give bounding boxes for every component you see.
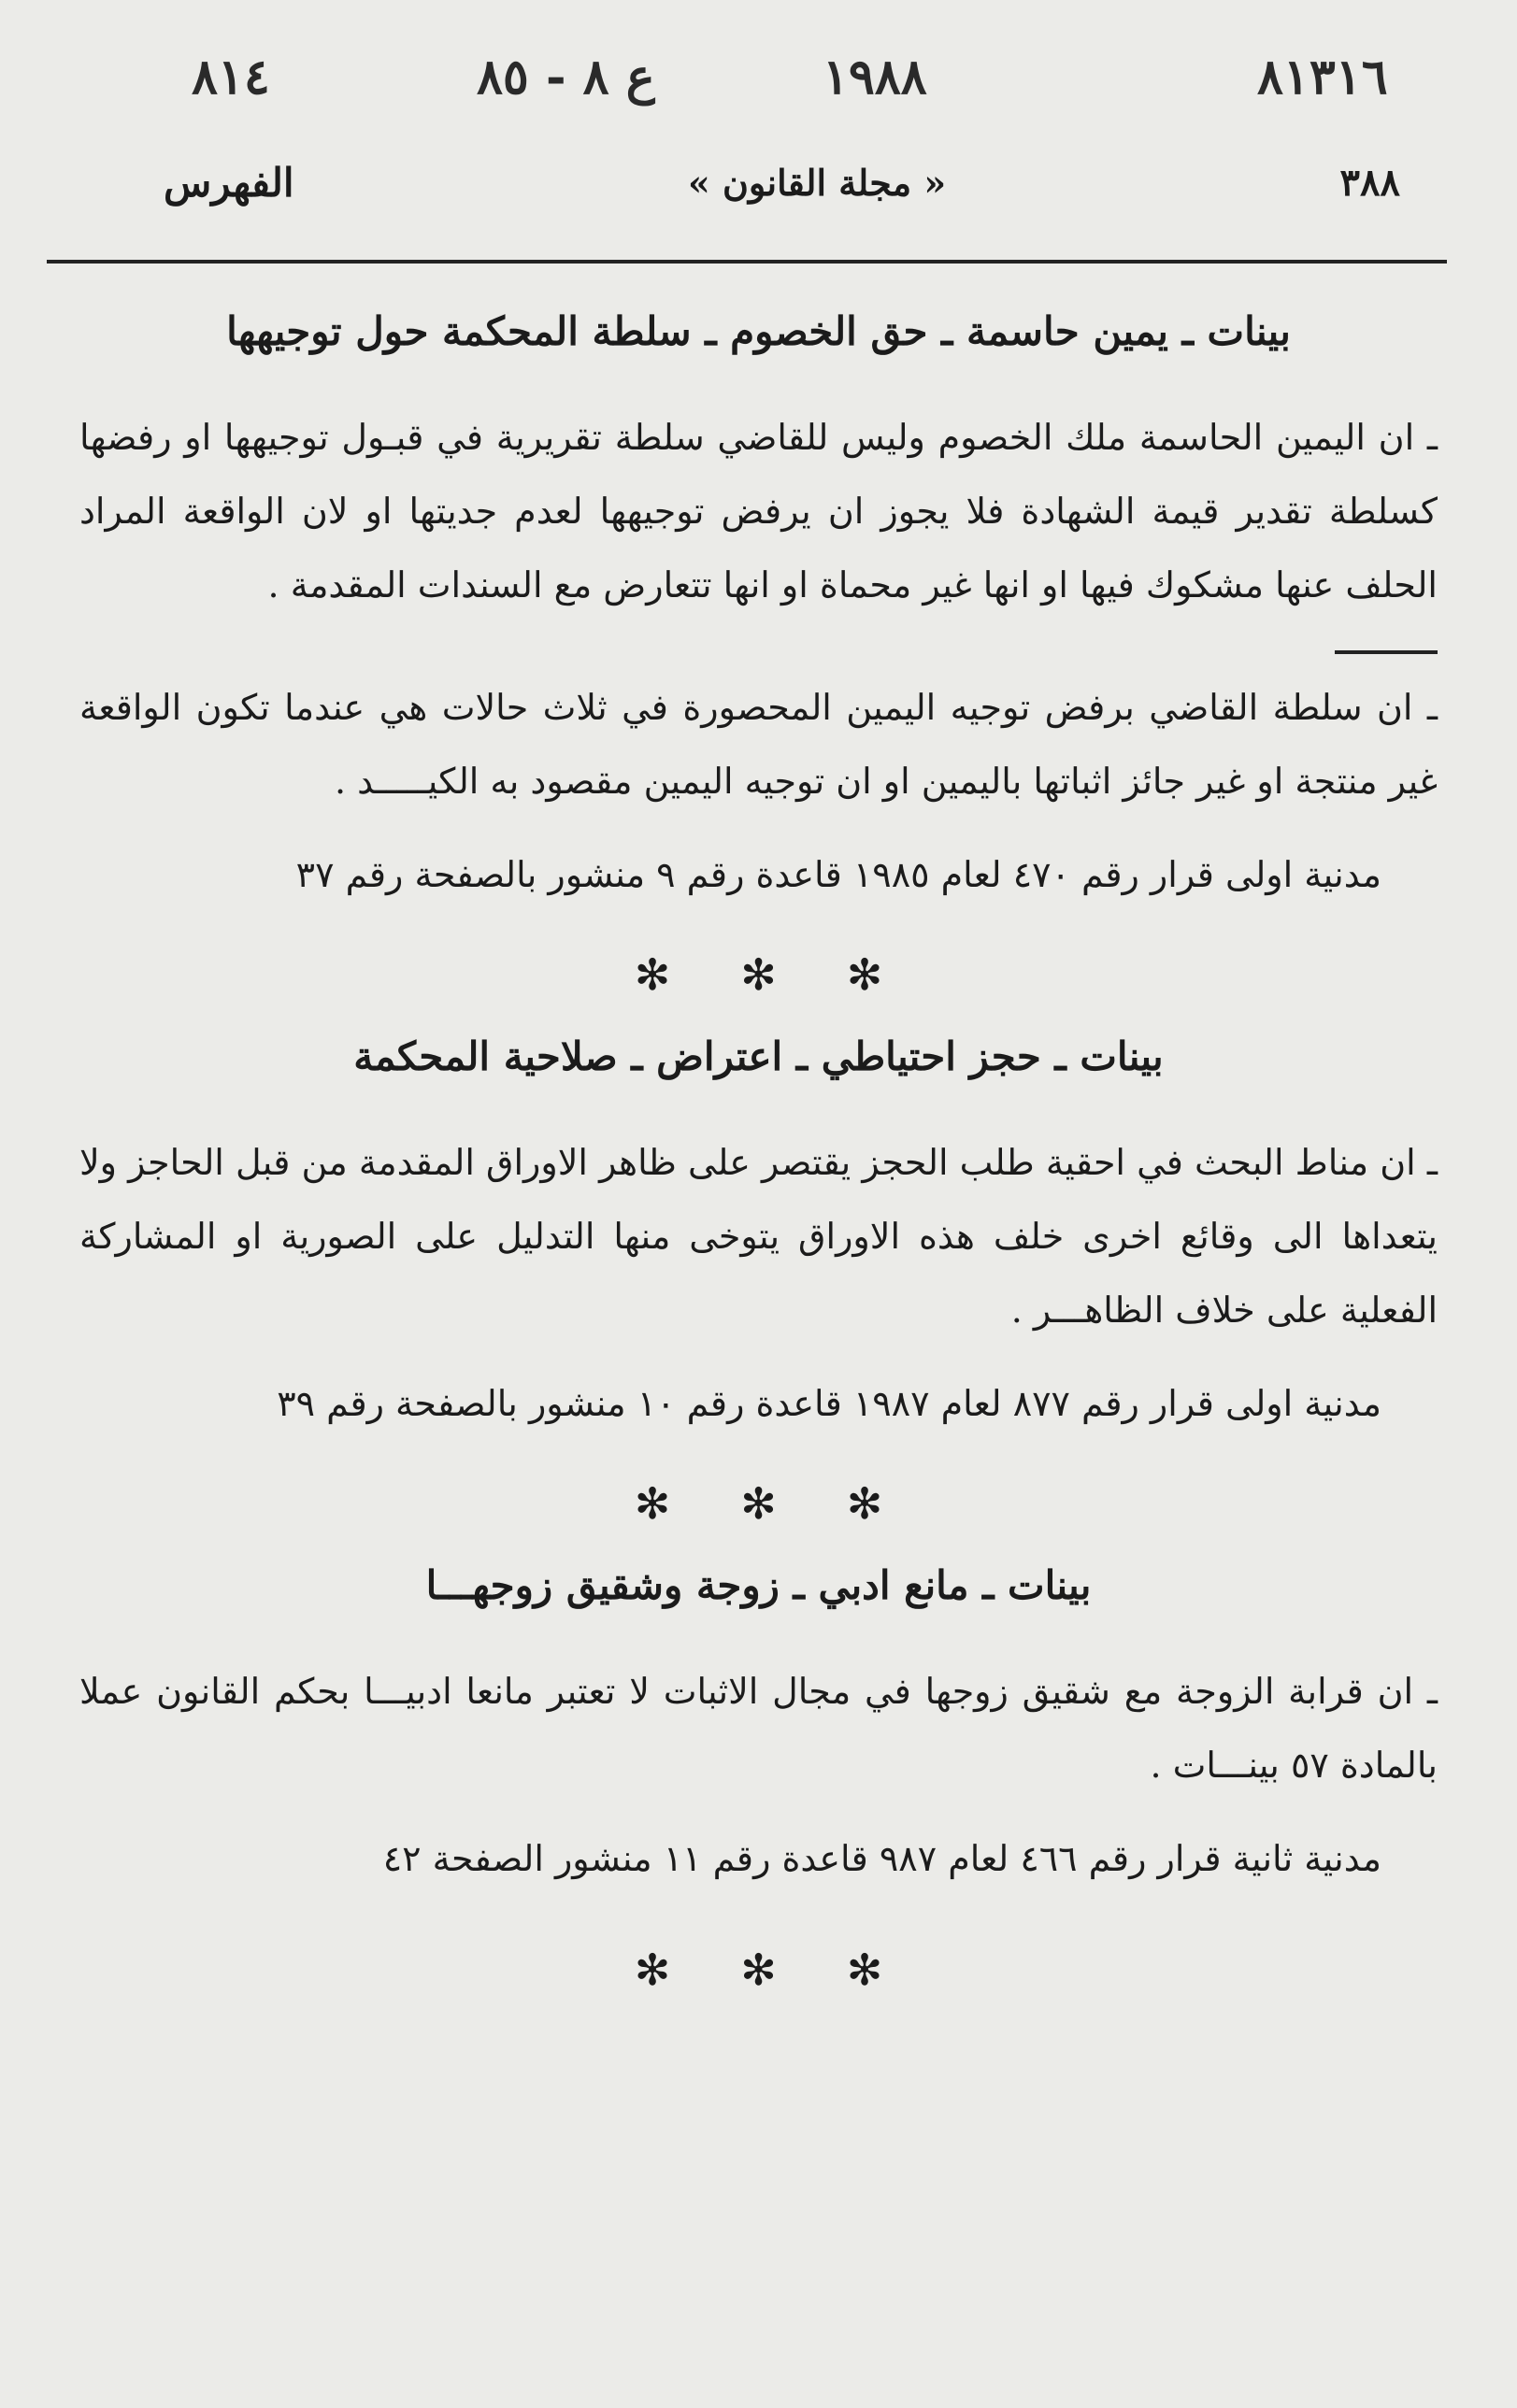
- page-number: ٣٨٨: [1339, 160, 1400, 205]
- entry-title: بينات ـ مانع ادبي ـ زوجة وشقيق زوجهـــا: [425, 1562, 1092, 1608]
- entry-title: بينات ـ حجز احتياطي ـ اعتراض ـ صلاحية المحكمة: [353, 1033, 1164, 1079]
- page-header: [164, 150, 1400, 215]
- asterisk-icon: ✻: [740, 1945, 777, 1995]
- entry-citation: مدنية ثانية قرار رقم ٤٦٦ لعام ٩٨٧ قاعدة رقم ١١ منشور الصفحة ٤٢: [382, 1838, 1381, 1879]
- handwritten-mark: ع ٨ - ٨٥: [477, 49, 655, 106]
- entry-citation: مدنية اولى قرار رقم ٤٧٠ لعام ١٩٨٥ قاعدة رقم ٩ منشور بالصفحة رقم ٣٧: [295, 854, 1381, 895]
- entry-paragraph: ـ ان قرابة الزوجة مع شقيق زوجها في مجال الاثبات لا تعتبر مانعا ادبيـــا بحكم القانون عملا بالمادة ٥٧ بينـــات .: [79, 1671, 1438, 1786]
- asterisk-icon: ✻: [740, 949, 777, 1000]
- entry-paragraph: ـ ان اليمين الحاسمة ملك الخصوم وليس للقاضي سلطة تقريرية في قبـول توجيهها او رفضها كسلطة تقدير قيمة الشهادة فلا يجوز ان يرفض توجيهها لعدم جديتها او لان الواقعة المراد الحلف عنها مشكوك فيها او انها غير محماة او انها تتعارض مع السندات المقدمة .: [79, 417, 1438, 606]
- asterisk-icon: ✻: [740, 1478, 777, 1529]
- handwritten-mark: ٨١٤: [192, 49, 270, 106]
- section-name: الفهرس: [164, 159, 294, 206]
- asterisk-icon: ✻: [634, 1945, 671, 1995]
- handwritten-mark: ١٩٨٨: [823, 49, 927, 106]
- asterisk-icon: ✻: [846, 1945, 883, 1995]
- entry-paragraph: ـ ان مناط البحث في احقية طلب الحجز يقتصر على ظاهر الاوراق المقدمة من قبل الحاجز ولا يتعداها الى وقائع اخرى خلف هذه الاوراق يتوخى منها التدليل على الصورية او المشاركة الفعلية على خلاف الظاهـــر .: [79, 1142, 1438, 1331]
- asterisk-icon: ✻: [634, 949, 671, 1000]
- asterisk-icon: ✻: [634, 1478, 671, 1529]
- page-content: [79, 299, 1438, 2029]
- section-separator: [79, 1945, 1438, 1995]
- paragraph-divider: [1335, 650, 1438, 654]
- asterisk-icon: ✻: [846, 1478, 883, 1529]
- section-separator: [79, 1478, 1438, 1529]
- journal-title: « مجلة القانون »: [688, 161, 947, 204]
- entry-paragraph: ـ ان سلطة القاضي برفض توجيه اليمين المحصورة في ثلاث حالات هي عندما تكون الواقعة غير منتجة او غير جائز اثباتها باليمين او ان توجيه اليمين مقصود به الكيـــــد .: [79, 687, 1438, 802]
- index-entry: [79, 1033, 1438, 1432]
- entry-citation: مدنية اولى قرار رقم ٨٧٧ لعام ١٩٨٧ قاعدة رقم ١٠ منشور بالصفحة رقم ٣٩: [277, 1383, 1381, 1424]
- entry-title: بينات ـ يمين حاسمة ـ حق الخصوم ـ سلطة المحكمة حول توجيهها: [226, 308, 1291, 354]
- header-rule: [47, 260, 1447, 264]
- index-entry: [79, 308, 1438, 903]
- asterisk-icon: ✻: [846, 949, 883, 1000]
- section-separator: [79, 949, 1438, 1000]
- index-entry: [79, 1562, 1438, 1887]
- handwritten-mark: ٨١٣١٦: [1257, 49, 1388, 106]
